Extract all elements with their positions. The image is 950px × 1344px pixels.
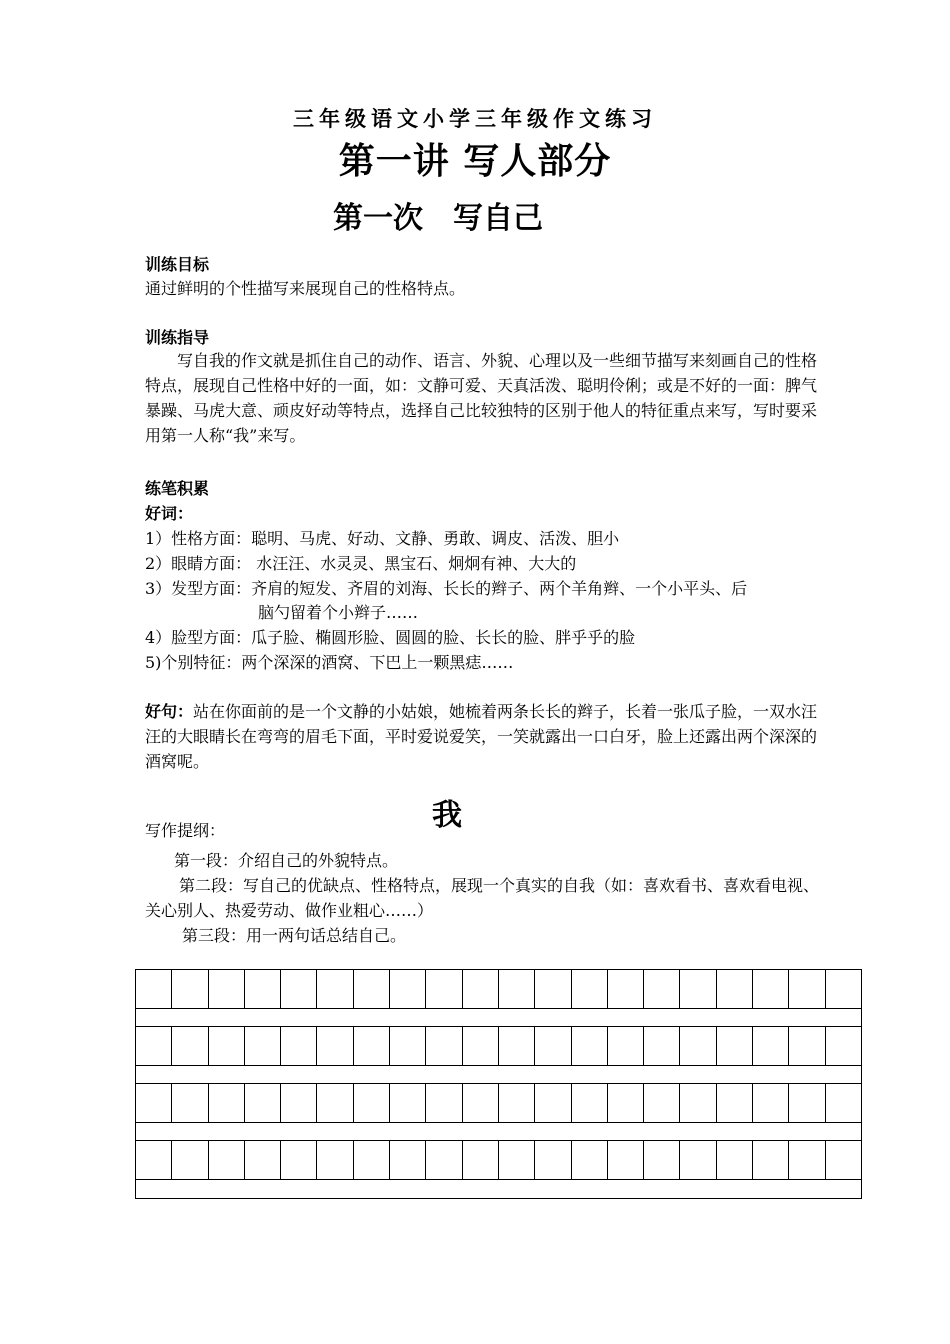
grid-cell[interactable] — [281, 1027, 317, 1065]
grid-cell[interactable] — [172, 1084, 208, 1122]
grid-cell[interactable] — [789, 1027, 825, 1065]
grid-cell[interactable] — [390, 970, 426, 1008]
grid-cell[interactable] — [426, 1141, 462, 1179]
grid-cell[interactable] — [499, 1084, 535, 1122]
grid-cell[interactable] — [136, 1027, 172, 1065]
grid-cell[interactable] — [390, 1141, 426, 1179]
grid-cell[interactable] — [644, 970, 680, 1008]
grid-cell[interactable] — [281, 1141, 317, 1179]
grid-cell[interactable] — [245, 970, 281, 1008]
grid-cell[interactable] — [535, 1141, 571, 1179]
grid-cell[interactable] — [463, 1141, 499, 1179]
grid-spacer — [136, 1180, 861, 1198]
grid-cell[interactable] — [209, 1027, 245, 1065]
grid-cell[interactable] — [317, 1084, 353, 1122]
grid-cell[interactable] — [717, 1027, 753, 1065]
good-sentence-text: 站在你面前的是一个文静的小姑娘，她梳着两条长长的辫子，长着一张瓜子脸，一双水汪汪的大眼睛长在弯弯的眉毛下面，平时爱说爱笑，一笑就露出一口白牙，脸上还露出两个深深的酒窝呢。 — [145, 702, 818, 771]
grid-cell[interactable] — [717, 970, 753, 1008]
grid-cell[interactable] — [572, 1084, 608, 1122]
grid-cell[interactable] — [644, 1027, 680, 1065]
grid-cell[interactable] — [680, 1141, 716, 1179]
grid-spacer — [136, 1123, 861, 1141]
grid-cell[interactable] — [172, 970, 208, 1008]
grid-cell[interactable] — [572, 1141, 608, 1179]
good-sentence-block — [145, 699, 825, 774]
word-item: 3）发型方面：齐肩的短发、齐眉的刘海、长长的辫子、两个羊角辫、一个小平头、后 — [145, 579, 748, 598]
goal-text: 通过鲜明的个性描写来展现自己的性格特点。 — [145, 279, 466, 298]
grid-cell[interactable] — [680, 1084, 716, 1122]
grid-cell[interactable] — [572, 970, 608, 1008]
grid-cell[interactable] — [499, 1141, 535, 1179]
grid-row — [136, 970, 861, 1009]
goal-heading: 训练目标 — [145, 255, 210, 274]
grid-row — [136, 1141, 861, 1180]
grid-cell[interactable] — [535, 1084, 571, 1122]
grid-cell[interactable] — [426, 1027, 462, 1065]
grid-cell[interactable] — [826, 1084, 861, 1122]
grid-spacer — [136, 1009, 861, 1027]
grid-cell[interactable] — [535, 970, 571, 1008]
grid-cell[interactable] — [826, 970, 861, 1008]
word-item: 2）眼睛方面： 水汪汪、水灵灵、黑宝石、炯炯有神、大大的 — [145, 554, 577, 573]
grid-cell[interactable] — [245, 1084, 281, 1122]
grid-cell[interactable] — [499, 1027, 535, 1065]
grid-cell[interactable] — [608, 1027, 644, 1065]
lesson-title: 第一次 写自己 — [333, 201, 543, 236]
grid-cell[interactable] — [717, 1084, 753, 1122]
grid-cell[interactable] — [136, 1141, 172, 1179]
grid-cell[interactable] — [572, 1027, 608, 1065]
grid-cell[interactable] — [281, 1084, 317, 1122]
grid-cell[interactable] — [463, 970, 499, 1008]
grid-cell[interactable] — [499, 970, 535, 1008]
grid-cell[interactable] — [354, 1141, 390, 1179]
grid-row — [136, 1084, 861, 1123]
grid-cell[interactable] — [789, 1084, 825, 1122]
word-item-continuation: 脑勺留着个小辫子…… — [258, 603, 419, 622]
outline-paragraph: 第三段：用一两句话总结自己。 — [182, 926, 407, 945]
grid-cell[interactable] — [172, 1027, 208, 1065]
grid-cell[interactable] — [172, 1141, 208, 1179]
word-item: 4）脸型方面：瓜子脸、椭圆形脸、圆圆的脸、长长的脸、胖乎乎的脸 — [145, 628, 636, 647]
grid-cell[interactable] — [680, 970, 716, 1008]
guidance-heading: 训练指导 — [145, 328, 210, 347]
grid-spacer — [136, 1066, 861, 1084]
grid-cell[interactable] — [753, 1027, 789, 1065]
grid-cell[interactable] — [209, 970, 245, 1008]
grid-cell[interactable] — [317, 970, 353, 1008]
grid-cell[interactable] — [826, 1141, 861, 1179]
grid-cell[interactable] — [245, 1027, 281, 1065]
grid-cell[interactable] — [209, 1084, 245, 1122]
grid-cell[interactable] — [717, 1141, 753, 1179]
grid-cell[interactable] — [136, 1084, 172, 1122]
grid-cell[interactable] — [608, 970, 644, 1008]
grid-cell[interactable] — [245, 1141, 281, 1179]
grid-cell[interactable] — [281, 970, 317, 1008]
grid-cell[interactable] — [789, 970, 825, 1008]
essay-title: 我 — [432, 798, 462, 833]
word-item: 5)个别特征：两个深深的酒窝、下巴上一颗黑痣…… — [145, 653, 514, 672]
grid-cell[interactable] — [354, 970, 390, 1008]
word-item: 1）性格方面：聪明、马虎、好动、文静、勇敢、调皮、活泼、胆小 — [145, 529, 620, 548]
grid-cell[interactable] — [463, 1084, 499, 1122]
grid-cell[interactable] — [535, 1027, 571, 1065]
grid-cell[interactable] — [826, 1027, 861, 1065]
guidance-text: 写自我的作文就是抓住自己的动作、语言、外貌、心理以及一些细节描写来刻画自己的性格特点，展现自己性格中好的一面，如：文静可爱、天真活泼、聪明伶俐；或是不好的一面：脾气暴躁、马虎大意、顽皮好动等特点，选择自己比较独特的区别于他人的特征重点来写，写时要采用第一人称“我”来写。 — [145, 351, 818, 445]
grid-cell[interactable] — [753, 970, 789, 1008]
good-words-label: 好词： — [145, 504, 194, 523]
accumulation-heading: 练笔积累 — [145, 479, 210, 498]
grid-cell[interactable] — [426, 970, 462, 1008]
outline-paragraph: 第一段：介绍自己的外貌特点。 — [174, 851, 399, 870]
grid-row — [136, 1027, 861, 1066]
grid-cell[interactable] — [789, 1141, 825, 1179]
grid-cell[interactable] — [753, 1084, 789, 1122]
grid-cell[interactable] — [753, 1141, 789, 1179]
grid-cell[interactable] — [390, 1027, 426, 1065]
grid-cell[interactable] — [680, 1027, 716, 1065]
outline-paragraph: 第二段：写自己的优缺点、性格特点，展现一个真实的自我（如：喜欢看书、喜欢看电视、关心别人、热爱劳动、做作业粗心……） — [145, 876, 820, 920]
grid-cell[interactable] — [644, 1084, 680, 1122]
lecture-title: 第一讲 写人部分 — [338, 140, 612, 182]
outline-label: 写作提纲： — [145, 821, 226, 840]
grid-cell[interactable] — [426, 1084, 462, 1122]
grid-cell[interactable] — [608, 1084, 644, 1122]
grid-cell[interactable] — [644, 1141, 680, 1179]
writing-grid[interactable] — [135, 969, 862, 1199]
grid-cell[interactable] — [136, 970, 172, 1008]
worksheet-top-title: 三年级语文小学三年级作文练习 — [293, 106, 657, 131]
good-sentence-label: 好句： — [145, 702, 194, 721]
grid-cell[interactable] — [354, 1084, 390, 1122]
grid-cell[interactable] — [608, 1141, 644, 1179]
grid-cell[interactable] — [317, 1027, 353, 1065]
grid-cell[interactable] — [209, 1141, 245, 1179]
grid-cell[interactable] — [317, 1141, 353, 1179]
grid-cell[interactable] — [463, 1027, 499, 1065]
grid-cell[interactable] — [354, 1027, 390, 1065]
grid-cell[interactable] — [390, 1084, 426, 1122]
